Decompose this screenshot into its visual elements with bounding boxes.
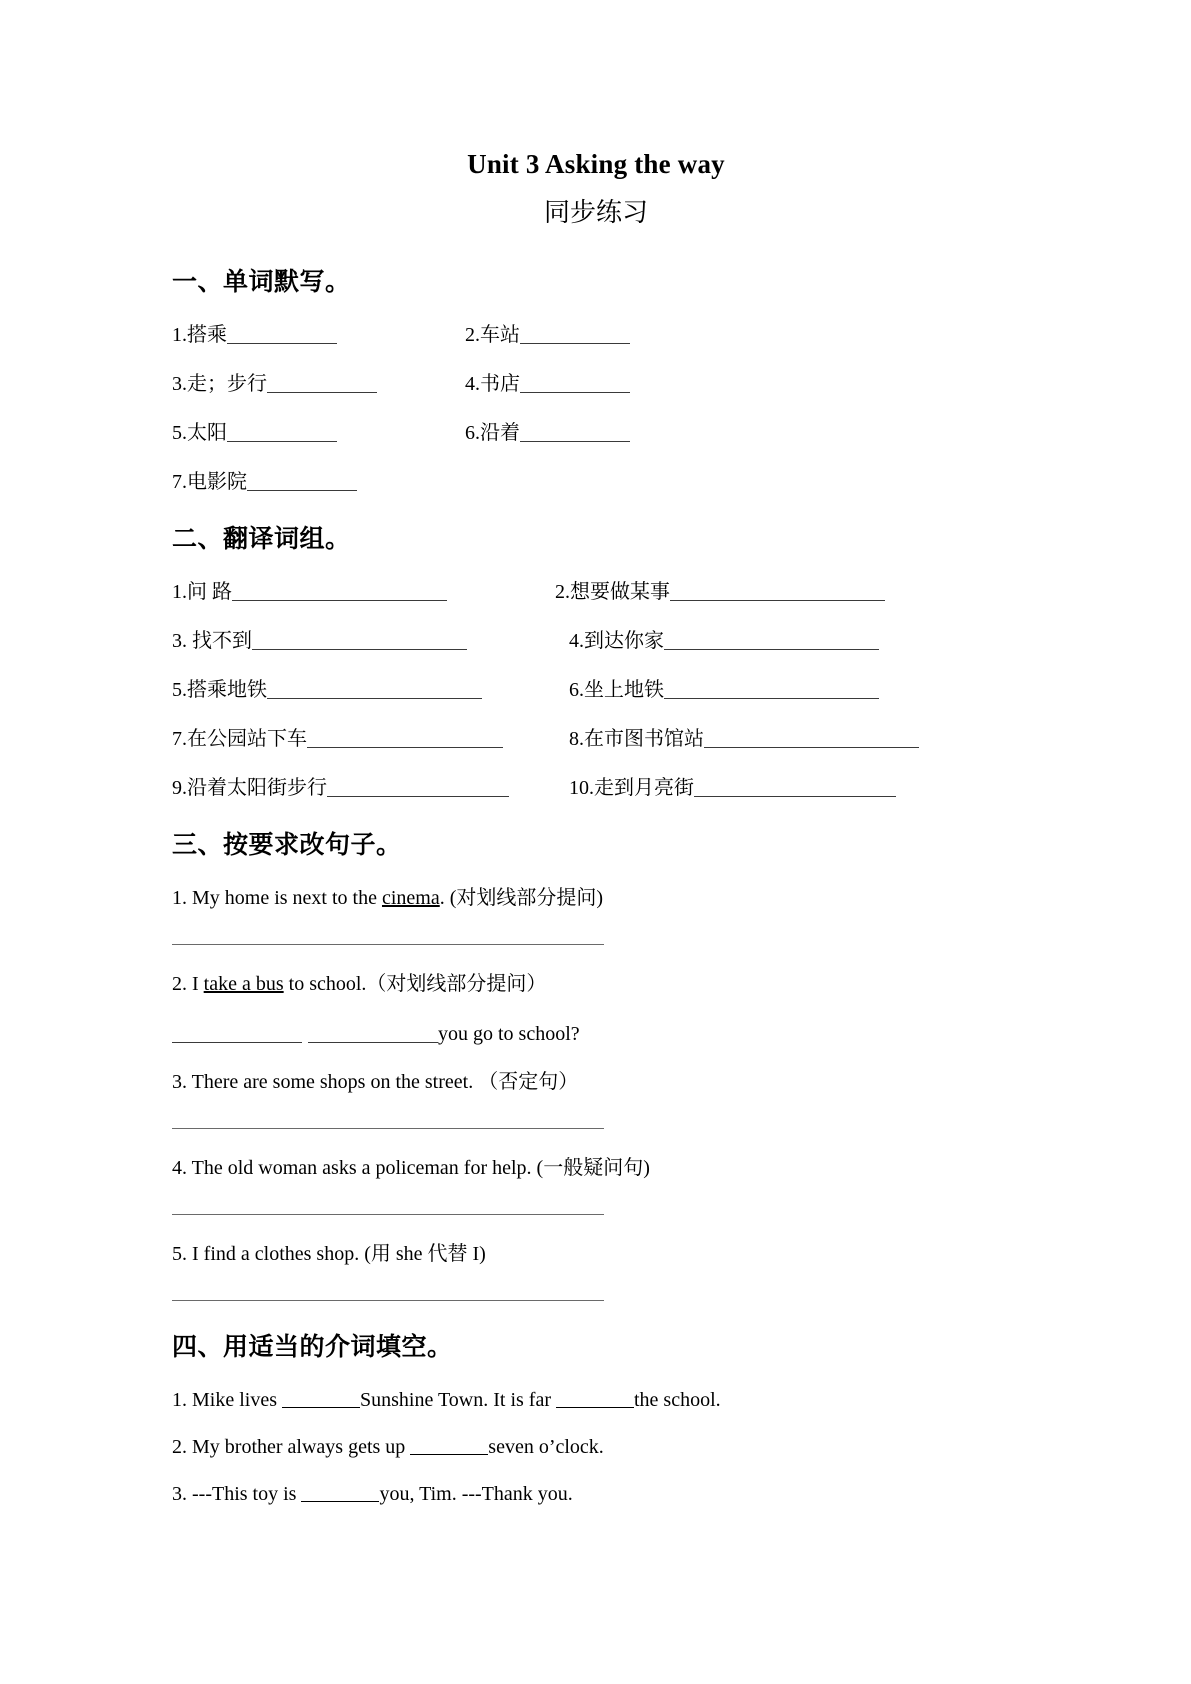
answer-rule[interactable] xyxy=(172,1300,604,1301)
word-row xyxy=(172,469,1020,495)
phrase-label: 4.到达你家 xyxy=(569,630,664,653)
prep-text: Sunshine Town. It is far xyxy=(360,1388,556,1411)
question-line xyxy=(172,971,1020,997)
phrase-row xyxy=(172,775,1020,801)
question-text-pre: My home is next to the xyxy=(192,887,382,910)
phrase-item xyxy=(555,775,1020,801)
question-line xyxy=(172,885,1020,911)
question-text-pre: The old woman asks a policeman for help. (一般疑问句) xyxy=(191,1157,650,1180)
word-label: 2.车站 xyxy=(465,323,520,346)
write-blank[interactable] xyxy=(267,377,377,393)
prep-question-line xyxy=(172,1387,1020,1413)
word-label: 6.沿着 xyxy=(465,421,520,444)
prep-question-line xyxy=(172,1481,1020,1507)
write-blank[interactable] xyxy=(664,634,879,650)
question-number: 2. xyxy=(172,1435,187,1458)
question-underlined: cinema xyxy=(381,887,440,910)
word-item xyxy=(172,371,465,397)
word-row xyxy=(172,420,1020,446)
phrase-row xyxy=(172,677,1020,703)
word-row xyxy=(172,371,1020,397)
answer-rule[interactable] xyxy=(172,1128,604,1129)
phrase-item xyxy=(555,579,1020,605)
prep-text: Mike lives xyxy=(192,1388,282,1411)
phrase-item xyxy=(172,775,555,801)
question-line xyxy=(172,1069,1020,1095)
write-blank[interactable] xyxy=(704,732,919,748)
write-blank[interactable] xyxy=(520,426,630,442)
section-heading-4: 四、用适当的介词填空。 xyxy=(172,1332,453,1362)
question-number: 3. xyxy=(172,1071,187,1094)
phrase-label: 3. 找不到 xyxy=(172,630,252,653)
section-heading-2: 二、翻译词组。 xyxy=(172,523,351,553)
write-blank[interactable] xyxy=(520,328,630,344)
question-line xyxy=(172,1241,1020,1267)
write-blank[interactable] xyxy=(232,585,447,601)
answer-line xyxy=(172,1021,1020,1047)
word-row xyxy=(172,322,1020,348)
word-item xyxy=(465,371,1020,397)
phrase-item xyxy=(172,579,555,605)
question-number: 2. xyxy=(172,973,187,996)
write-blank[interactable] xyxy=(282,1393,360,1408)
question-text-pre: There are some shops on the street. （否定句） xyxy=(191,1071,579,1094)
prep-text: seven o’clock. xyxy=(488,1435,604,1458)
phrase-item xyxy=(172,726,555,752)
write-blank[interactable] xyxy=(670,585,885,601)
word-item xyxy=(172,469,465,495)
word-item xyxy=(172,420,465,446)
phrase-label: 6.坐上地铁 xyxy=(569,679,664,702)
question-text-pre: I xyxy=(192,973,204,996)
write-blank[interactable] xyxy=(301,1487,379,1502)
write-blank[interactable] xyxy=(227,328,337,344)
write-blank[interactable] xyxy=(327,781,509,797)
answer-rule[interactable] xyxy=(172,944,604,945)
question-text-post: . (对划线部分提问) xyxy=(439,887,604,910)
phrase-label: 10.走到月亮街 xyxy=(569,777,694,800)
phrase-item xyxy=(555,677,1020,703)
phrase-label: 5.搭乘地铁 xyxy=(172,679,267,702)
prep-question-line xyxy=(172,1434,1020,1460)
word-label: 5.太阳 xyxy=(172,421,227,444)
phrase-label: 1.问 路 xyxy=(172,581,232,604)
page-title: Unit 3 Asking the way xyxy=(467,149,725,179)
question-line xyxy=(172,1155,1020,1181)
write-blank[interactable] xyxy=(694,781,896,797)
word-item xyxy=(465,420,1020,446)
phrase-label: 9.沿着太阳街步行 xyxy=(172,777,327,800)
word-label: 7.电影院 xyxy=(172,470,247,493)
write-blank[interactable] xyxy=(556,1393,634,1408)
phrase-item xyxy=(555,628,1020,654)
word-label: 4.书店 xyxy=(465,372,520,395)
phrase-label: 2.想要做某事 xyxy=(555,581,670,604)
phrase-item xyxy=(172,628,555,654)
answer-tail-text: you go to school? xyxy=(438,1023,580,1046)
worksheet-content xyxy=(172,0,1020,1507)
phrase-item xyxy=(555,726,1020,752)
answer-rule[interactable] xyxy=(172,1214,604,1215)
question-text-post: to school.（对划线部分提问） xyxy=(283,973,547,996)
question-number: 5. xyxy=(172,1243,187,1266)
word-item xyxy=(172,322,465,348)
question-number: 3. xyxy=(172,1482,187,1505)
section-heading-3: 三、按要求改句子。 xyxy=(172,830,402,860)
word-item-empty xyxy=(465,469,1020,495)
write-blank[interactable] xyxy=(172,1027,302,1043)
write-blank[interactable] xyxy=(520,377,630,393)
word-item xyxy=(465,322,1020,348)
write-blank[interactable] xyxy=(227,426,337,442)
question-number: 1. xyxy=(172,887,187,910)
phrase-row xyxy=(172,579,1020,605)
page-subtitle: 同步练习 xyxy=(543,198,648,229)
question-text-pre: I find a clothes shop. (用 she 代替 I) xyxy=(192,1243,486,1266)
write-blank[interactable] xyxy=(252,634,467,650)
prep-text: My brother always gets up xyxy=(192,1435,411,1458)
prep-text: you, Tim. ---Thank you. xyxy=(379,1482,573,1505)
question-number: 1. xyxy=(172,1388,187,1411)
phrase-label: 7.在公园站下车 xyxy=(172,728,307,751)
phrase-row xyxy=(172,628,1020,654)
write-blank[interactable] xyxy=(664,683,879,699)
question-underlined: take a bus xyxy=(203,973,284,996)
write-blank[interactable] xyxy=(247,475,357,491)
section-heading-1: 一、单词默写。 xyxy=(172,266,351,296)
phrase-label: 8.在市图书馆站 xyxy=(569,728,704,751)
write-blank[interactable] xyxy=(267,683,482,699)
phrase-row xyxy=(172,726,1020,752)
prep-text: ---This toy is xyxy=(192,1482,302,1505)
write-blank[interactable] xyxy=(307,732,503,748)
write-blank[interactable] xyxy=(410,1440,488,1455)
write-blank[interactable] xyxy=(308,1027,438,1043)
prep-text: the school. xyxy=(634,1388,721,1411)
question-number: 4. xyxy=(172,1157,187,1180)
phrase-item xyxy=(172,677,555,703)
word-label: 1.搭乘 xyxy=(172,323,227,346)
word-label: 3.走；步行 xyxy=(172,372,267,395)
